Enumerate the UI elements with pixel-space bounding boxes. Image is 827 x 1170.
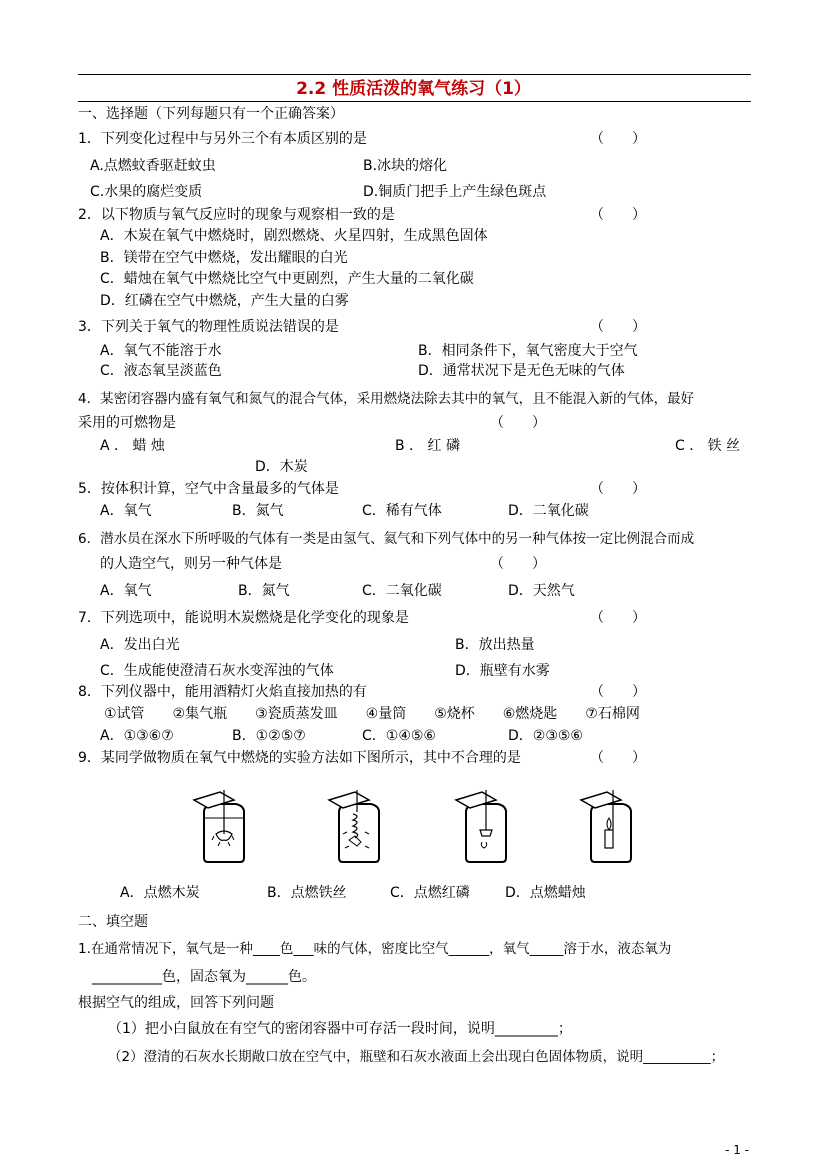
fill1-line1: 1.在通常情况下，氧气是一种____色___味的气体，密度比空气______，氧气_____溶于水，液态氧为: [78, 941, 672, 957]
jar-red-phosphorus-figure: [452, 790, 522, 865]
q6-stem: 6．潜水员在深水下所呼吸的气体有一类是由氢气、氦气和下列气体中的另一种气体按一定比例混合而成: [78, 531, 695, 547]
q8-option-c: C．①④⑤⑥: [362, 728, 436, 744]
q9-option-c: C．点燃红磷: [390, 885, 470, 901]
fill1-line2: __________色，固态氧为______色。: [92, 969, 316, 985]
q4-stem-line2: 采用的可燃物是: [78, 415, 176, 431]
q7-stem: 7．下列选项中，能说明木炭燃烧是化学变化的现象是: [78, 610, 409, 626]
q1-answer-paren: （ ）: [590, 131, 646, 147]
q8-option-b: B．①②⑤⑦: [232, 728, 306, 744]
q5-option-a: A．氧气: [100, 503, 152, 519]
q2-option-c: C．蜡烛在氧气中燃烧比空气中更剧烈，产生大量的二氧化碳: [100, 271, 474, 287]
q4-answer-paren: （ ）: [490, 415, 546, 431]
q7-option-c: C．生成能使澄清石灰水变浑浊的气体: [100, 663, 334, 679]
q2-answer-paren: （ ）: [590, 207, 646, 223]
fill2-question1: （1）把小白鼠放在有空气的密闭容器中可存活一段时间，说明_________；: [108, 1021, 572, 1037]
q6-stem-line2: 的人造空气，则另一种气体是: [100, 556, 282, 572]
q6-answer-paren: （ ）: [490, 556, 546, 572]
q1-option-a: A.点燃蚊香驱赶蚊虫: [90, 158, 216, 174]
q5-stem: 5．按体积计算，空气中含量最多的气体是: [78, 481, 339, 497]
q7-option-b: B．放出热量: [455, 637, 535, 653]
q9-option-b: B．点燃铁丝: [267, 885, 347, 901]
q2-stem: 2．以下物质与氧气反应时的现象与观察相一致的是: [78, 207, 395, 223]
q1-option-c: C.水果的腐烂变质: [90, 184, 203, 200]
q8-option-a: A．①③⑥⑦: [100, 728, 174, 744]
q7-option-a: A．发出白光: [100, 637, 180, 653]
q3-option-a: A．氧气不能溶于水: [100, 343, 222, 359]
q5-option-b: B．氮气: [232, 503, 284, 519]
q4-option-b: B ． 红 磷: [395, 438, 460, 454]
q5-answer-paren: （ ）: [590, 481, 646, 497]
q7-option-d: D．瓶壁有水雾: [455, 663, 550, 679]
section-choice-heading: 一、选择题（下列每题只有一个正确答案）: [78, 106, 344, 122]
fill2-intro: 根据空气的组成，回答下列问题: [78, 995, 274, 1011]
q3-answer-paren: （ ）: [590, 319, 646, 335]
q2-option-d: D．红磷在空气中燃烧，产生大量的白雾: [100, 293, 349, 309]
top-rule: [78, 74, 751, 75]
q8-stem: 8．下列仪器中，能用酒精灯火焰直接加热的有: [78, 684, 367, 700]
q3-stem: 3．下列关于氧气的物理性质说法错误的是: [78, 319, 339, 335]
q6-option-c: C．二氧化碳: [362, 583, 442, 599]
q1-stem: 1．下列变化过程中与另外三个有本质区别的是: [78, 131, 367, 147]
jar-iron-wire-figure: [325, 790, 395, 865]
q8-instrument-list: ①试管 ②集气瓶 ③瓷质蒸发皿 ④量筒 ⑤烧杯 ⑥燃烧匙 ⑦石棉网: [104, 706, 640, 722]
q1-option-b: B.冰块的熔化: [363, 158, 448, 174]
q4-stem: 4．某密闭容器内盛有氧气和氮气的混合气体，采用燃烧法除去其中的氧气，且不能混入新的气体，最好: [78, 391, 695, 407]
q4-option-a: A ． 蜡 烛: [100, 438, 165, 454]
q4-option-c: C ． 铁 丝: [675, 438, 741, 454]
q3-option-c: C．液态氧呈淡蓝色: [100, 363, 222, 379]
q9-stem: 9．某同学做物质在氧气中燃烧的实验方法如下图所示，其中不合理的是: [78, 750, 521, 766]
section-fill-heading: 二、填空题: [78, 914, 148, 930]
q3-option-b: B．相同条件下，氧气密度大于空气: [418, 343, 638, 359]
jar-candle-figure: [577, 790, 647, 865]
q6-option-b: B．氮气: [238, 583, 290, 599]
q2-option-a: A．木炭在氧气中燃烧时，剧烈燃烧、火星四射，生成黑色固体: [100, 228, 488, 244]
q8-option-d: D．②③⑤⑥: [508, 728, 583, 744]
q6-option-d: D．天然气: [508, 583, 575, 599]
page-number: - 1 -: [725, 1143, 749, 1157]
jar-charcoal-figure: [190, 790, 260, 865]
q9-option-a: A．点燃木炭: [120, 885, 200, 901]
page-title: 2.2 性质活泼的氧气练习（1）: [296, 79, 531, 99]
q4-option-d: D．木炭: [255, 459, 308, 475]
q2-option-b: B．镁带在空气中燃烧，发出耀眼的白光: [100, 250, 348, 266]
q1-option-d: D.铜质门把手上产生绿色斑点: [363, 184, 547, 200]
q9-option-d: D．点燃蜡烛: [505, 885, 586, 901]
q5-option-d: D．二氧化碳: [508, 503, 589, 519]
fill2-question2: （2）澄清的石灰水长期敞口放在空气中，瓶壁和石灰水液面上会出现白色固体物质，说明__________；: [108, 1049, 725, 1065]
title-rule: [78, 101, 751, 102]
q7-answer-paren: （ ）: [590, 610, 646, 626]
q5-option-c: C．稀有气体: [362, 503, 442, 519]
q3-option-d: D．通常状况下是无色无味的气体: [418, 363, 625, 379]
q9-answer-paren: （ ）: [590, 750, 646, 766]
q8-answer-paren: （ ）: [590, 684, 646, 700]
q6-option-a: A．氧气: [100, 583, 152, 599]
